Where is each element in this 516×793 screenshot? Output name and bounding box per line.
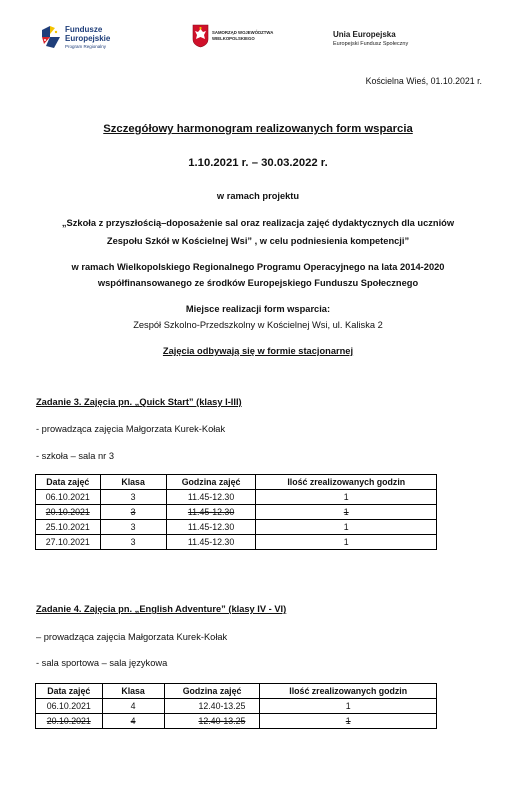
cell-count: 1	[256, 505, 437, 520]
task4-teacher: – prowadząca zajęcia Małgorzata Kurek-Kołak	[36, 632, 228, 642]
cell-count: 1	[256, 490, 437, 505]
column-header-class: Klasa	[102, 684, 164, 699]
column-header-class: Klasa	[100, 475, 166, 490]
project-name-line2: Zespołu Szkół w Kościelnej Wsi” , w celu podniesienia kompetencji”	[106, 236, 410, 246]
logo-fe-line2: Europejskie	[65, 33, 111, 43]
cell-date: 06.10.2021	[36, 699, 103, 714]
period-range: 1.10.2021 r. – 30.03.2022 r.	[188, 157, 328, 169]
program-line1: w ramach Wielkopolskiego Regionalnego Programu Operacyjnego na lata 2014-2020	[71, 262, 445, 272]
place-date: Kościelna Wieś, 01.10.2021 r.	[365, 76, 482, 86]
cell-date: 25.10.2021	[36, 520, 101, 535]
cell-date: 27.10.2021	[36, 535, 101, 550]
task4-heading: Zadanie 4. Zajęcia pn. „English Adventure” (klasy IV - VI)	[36, 604, 287, 614]
column-header-count: Ilość zrealizowanych godzin	[256, 475, 437, 490]
cell-class: 4	[102, 714, 164, 729]
program-line2: współfinansowanego ze środków Europejskiego Funduszu Społecznego	[97, 278, 419, 288]
logo-fe-line3: Program Regionalny	[65, 43, 107, 49]
cell-class: 3	[100, 535, 166, 550]
mode-of-classes: Zajęcia odbywają się w formie stacjonarnej	[162, 346, 354, 356]
logo-fe-line1: Fundusze	[65, 24, 103, 34]
project-name-line1: „Szkoła z przyszłością–doposażenie sal oraz realizacja zajęć dydaktycznych dla uczniów	[61, 218, 455, 228]
table-row	[36, 535, 437, 550]
task3-schedule-table	[35, 474, 437, 550]
cell-hours: 12.40-13.25	[164, 714, 260, 729]
column-header-hours: Godzina zajęć	[164, 684, 260, 699]
task3-room: - szkoła – sala nr 3	[36, 451, 115, 461]
cell-count: 1	[260, 699, 437, 714]
logo-ue-line1: Unia Europejska	[333, 30, 396, 39]
document-header	[0, 0, 516, 62]
cell-class: 4	[102, 699, 164, 714]
cell-hours: 11.45-12.30	[166, 490, 256, 505]
table-row	[36, 699, 437, 714]
table-row	[36, 490, 437, 505]
cell-count: 1	[256, 535, 437, 550]
table-header-row	[36, 475, 437, 490]
cell-date: 20.10.2021	[36, 505, 101, 520]
logo-wlkp-line1: SAMORZĄD WOJEWÓDZTWA	[212, 30, 274, 35]
project-intro: w ramach projektu	[216, 191, 300, 201]
cell-hours: 11.45-12.30	[166, 505, 256, 520]
column-header-hours: Godzina zajęć	[166, 475, 256, 490]
column-header-date: Data zajęć	[36, 475, 101, 490]
cell-class: 3	[100, 490, 166, 505]
task3-teacher: - prowadząca zajęcia Małgorzata Kurek-Kołak	[36, 424, 226, 434]
document-title: Szczegółowy harmonogram realizowanych form wsparcia	[103, 123, 413, 135]
cell-date: 06.10.2021	[36, 490, 101, 505]
cell-hours: 12.40-13.25	[164, 699, 260, 714]
cell-hours: 11.45-12.30	[166, 535, 256, 550]
task3-heading: Zadanie 3. Zajęcia pn. „Quick Start” (klasy I-III)	[36, 397, 242, 407]
cell-count: 1	[256, 520, 437, 535]
cell-date: 20.10.2021	[36, 714, 103, 729]
column-header-date: Data zajęć	[36, 684, 103, 699]
task4-room: - sala sportowa – sala językowa	[36, 658, 168, 668]
fundusze-europejskie-star-icon	[40, 24, 62, 50]
table-row-cancelled	[36, 714, 437, 729]
cell-hours: 11.45-12.30	[166, 520, 256, 535]
cell-count: 1	[260, 714, 437, 729]
logo-ue-line2: Europejski Fundusz Społeczny	[333, 41, 409, 47]
table-row-cancelled	[36, 505, 437, 520]
task4-schedule-table	[35, 683, 437, 729]
cell-class: 3	[100, 520, 166, 535]
table-row	[36, 520, 437, 535]
eagle-crest-icon	[192, 24, 209, 48]
cell-class: 3	[100, 505, 166, 520]
logo-wlkp-line2: WIELKOPOLSKIEGO	[212, 36, 255, 41]
wielkopolska-region-logo	[192, 24, 273, 48]
place-label: Miejsce realizacji form wsparcia:	[185, 304, 331, 314]
column-header-count: Ilość zrealizowanych godzin	[260, 684, 437, 699]
unia-europejska-logo	[333, 26, 516, 52]
place-value: Zespół Szkolno-Przedszkolny w Kościelnej Wsi, ul. Kaliska 2	[133, 320, 383, 330]
table-header-row	[36, 684, 437, 699]
